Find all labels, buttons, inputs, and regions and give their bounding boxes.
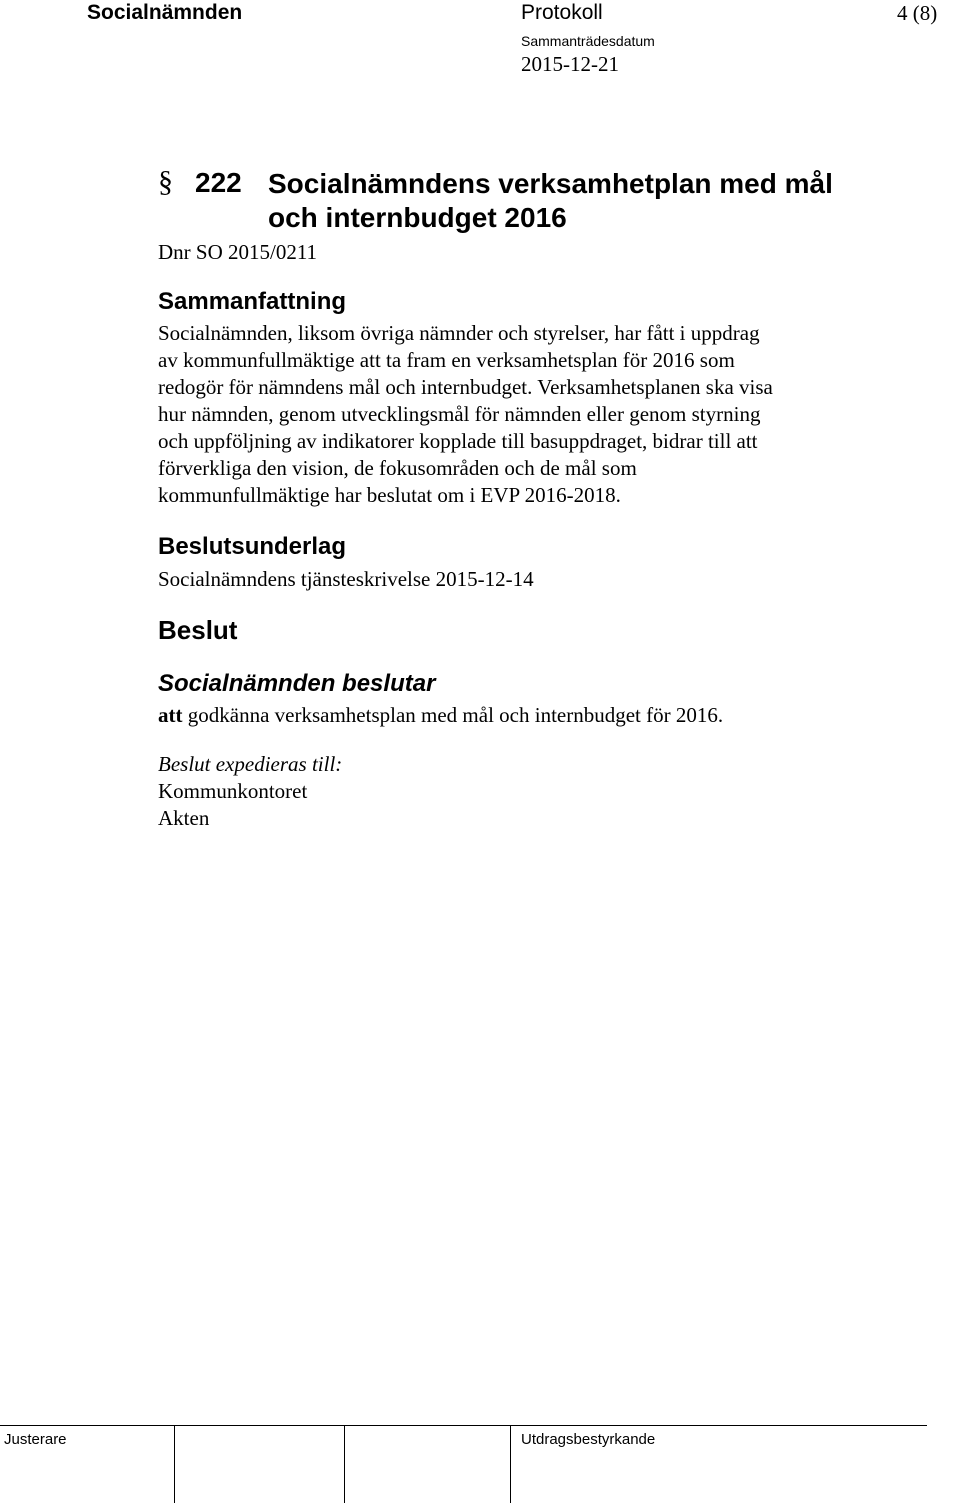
paragraph-sign: § [158, 165, 173, 198]
decision-text [158, 703, 723, 728]
summary-line: redogör för nämndens mål och internbudget. Verksamhetsplanen ska visa [158, 375, 773, 399]
header-organization: Socialnämnden [87, 1, 243, 24]
diary-number: Dnr SO 2015/0211 [158, 240, 318, 264]
summary-line: hur nämnden, genom utvecklingsmål för nämnden eller genom styrning [158, 402, 761, 426]
summary-body [158, 320, 858, 509]
header-date-label: Sammanträdesdatum [521, 33, 655, 49]
decision-body: godkänna verksamhetsplan med mål och internbudget för 2016. [182, 703, 724, 727]
footer-cell-divider [344, 1425, 345, 1503]
summary-line: förverkliga den vision, de fokusområden och de mål som [158, 456, 637, 480]
paragraph-number: 222 [195, 167, 242, 198]
paragraph-title: Socialnämndens verksamhetplan med mål och internbudget 2016 [268, 168, 833, 233]
decision-subheading: Socialnämnden beslutar [158, 670, 436, 697]
summary-line: Socialnämnden, liksom övriga nämnder och styrelser, har fått i uppdrag [158, 321, 760, 345]
dispatch-label: Beslut expedieras till: [158, 752, 343, 776]
dispatch-recipient: Akten [158, 806, 210, 830]
header-date: 2015-12-21 [521, 52, 619, 76]
summary-line: och uppföljning av indikatorer kopplade till basuppdraget, bidrar till att [158, 429, 758, 453]
footer-justerare-label: Justerare [4, 1431, 67, 1448]
header-document-type: Protokoll [521, 1, 603, 24]
footer-cell-divider [174, 1425, 175, 1503]
footer-cell-divider [510, 1425, 511, 1503]
header-page-number: 4 (8) [897, 1, 938, 25]
footer-utdragsbestyrkande-label: Utdragsbestyrkande [521, 1431, 656, 1448]
dispatch-recipient: Kommunkontoret [158, 779, 308, 803]
underlag-text: Socialnämndens tjänsteskrivelse 2015-12-14 [158, 567, 534, 591]
summary-line: av kommunfullmäktige att ta fram en verksamhetsplan för 2016 som [158, 348, 735, 372]
decision-lead: att [158, 703, 183, 727]
footer-divider [0, 1425, 927, 1426]
summary-line: kommunfullmäktige har beslutat om i EVP 2016-2018. [158, 483, 621, 507]
decision-heading: Beslut [158, 615, 238, 645]
summary-heading: Sammanfattning [158, 288, 347, 315]
underlag-heading: Beslutsunderlag [158, 533, 347, 560]
